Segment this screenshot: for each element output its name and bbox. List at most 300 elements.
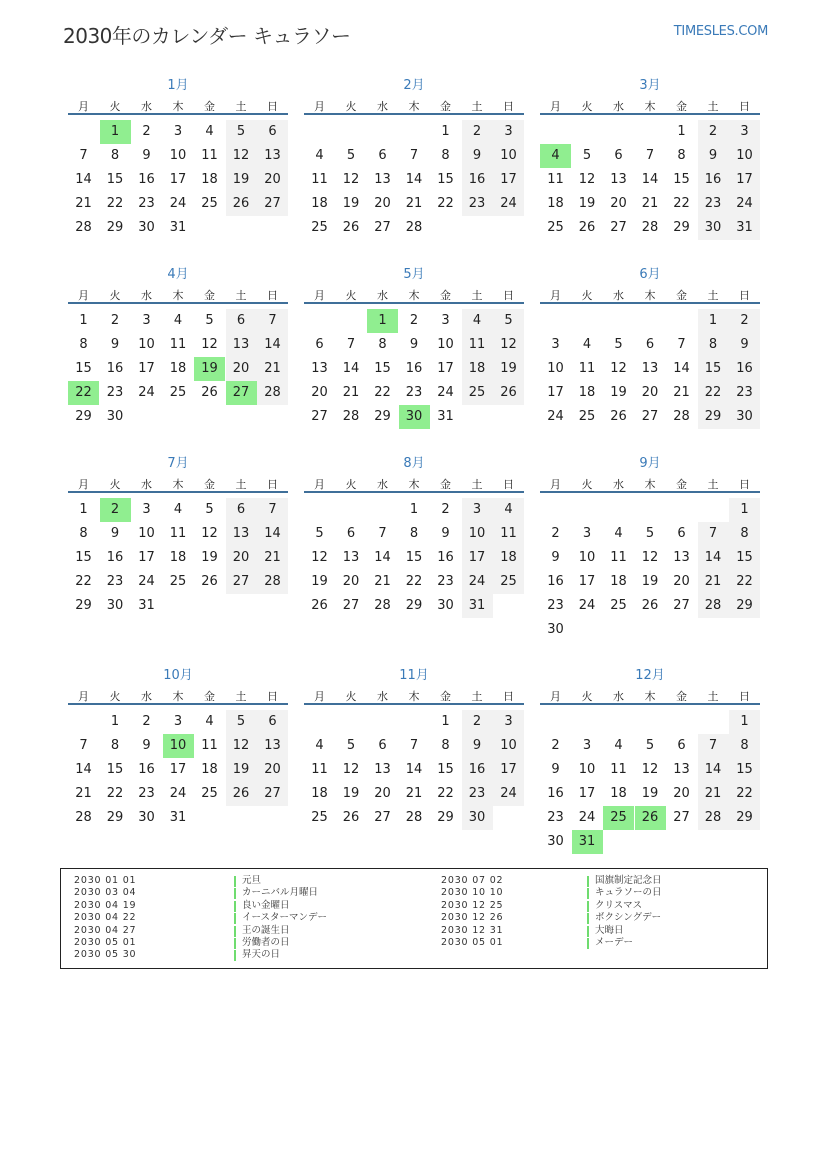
day-cell[interactable]: 19 bbox=[226, 168, 257, 192]
day-cell[interactable]: 10 bbox=[138, 526, 155, 541]
day-cell[interactable]: 26 bbox=[342, 220, 360, 235]
day-cell[interactable]: 20 bbox=[226, 357, 257, 381]
day-cell[interactable]: 24 bbox=[138, 385, 155, 400]
day-cell[interactable]: 11 bbox=[201, 738, 218, 753]
day-cell[interactable]: 20 bbox=[311, 385, 328, 400]
day-cell[interactable]: 19 bbox=[641, 574, 659, 589]
day-cell[interactable]: 3 bbox=[462, 498, 493, 522]
day-cell[interactable]: 16 bbox=[437, 550, 454, 565]
day-cell[interactable]: 18 bbox=[201, 762, 218, 777]
day-cell[interactable]: 16 bbox=[547, 786, 564, 801]
day-cell[interactable]: 26 bbox=[201, 385, 218, 400]
day-cell[interactable]: 15 bbox=[106, 762, 124, 777]
day-cell[interactable]: 17 bbox=[138, 550, 155, 565]
day-cell[interactable]: 21 bbox=[75, 786, 92, 801]
day-cell[interactable]: 24 bbox=[169, 786, 187, 801]
day-cell[interactable]: 31 bbox=[138, 598, 155, 613]
day-cell[interactable]: 15 bbox=[75, 361, 92, 376]
day-cell[interactable]: 9 bbox=[142, 148, 151, 163]
day-cell[interactable]: 16 bbox=[729, 357, 760, 381]
day-cell[interactable]: 24 bbox=[493, 192, 524, 216]
day-cell[interactable]: 29 bbox=[106, 810, 124, 825]
day-cell[interactable]: 27 bbox=[610, 220, 627, 235]
day-cell[interactable]: 13 bbox=[641, 361, 659, 376]
day-cell[interactable]: 28 bbox=[257, 570, 288, 594]
day-cell[interactable]: 9 bbox=[110, 526, 120, 541]
day-cell[interactable]: 20 bbox=[257, 758, 288, 782]
day-cell[interactable]: 22 bbox=[673, 196, 690, 211]
day-cell[interactable]: 12 bbox=[311, 550, 328, 565]
day-cell[interactable]: 6 bbox=[677, 526, 686, 541]
day-cell[interactable]: 28 bbox=[405, 220, 423, 235]
day-cell[interactable]: 25 bbox=[311, 220, 328, 235]
day-cell[interactable]: 6 bbox=[677, 738, 686, 753]
day-cell[interactable]: 27 bbox=[257, 782, 288, 806]
day-cell[interactable]: 1 bbox=[677, 124, 686, 139]
day-cell[interactable]: 3 bbox=[493, 710, 524, 734]
day-cell[interactable]: 23 bbox=[462, 782, 493, 806]
day-cell[interactable]: 2 bbox=[142, 124, 151, 139]
day-cell[interactable]: 2 bbox=[110, 313, 120, 328]
day-cell[interactable]: 15 bbox=[729, 758, 760, 782]
day-cell[interactable]: 25 bbox=[547, 220, 564, 235]
day-cell[interactable]: 4 bbox=[614, 738, 623, 753]
day-cell[interactable]: 9 bbox=[142, 738, 151, 753]
day-cell[interactable]: 17 bbox=[729, 168, 760, 192]
day-cell[interactable]: 21 bbox=[698, 570, 729, 594]
day-cell[interactable]: 27 bbox=[311, 409, 328, 424]
day-cell[interactable]: 8 bbox=[110, 148, 120, 163]
day-cell[interactable]: 20 bbox=[641, 385, 659, 400]
day-cell[interactable]: 19 bbox=[201, 550, 218, 565]
day-cell[interactable]: 24 bbox=[729, 192, 760, 216]
day-cell[interactable]: 22 bbox=[437, 786, 454, 801]
day-cell[interactable]: 14 bbox=[374, 550, 391, 565]
day-cell[interactable]: 5 bbox=[614, 337, 623, 352]
day-cell[interactable]: 15 bbox=[374, 361, 391, 376]
day-cell[interactable]: 29 bbox=[673, 220, 690, 235]
day-cell[interactable]: 20 bbox=[673, 786, 690, 801]
day-cell[interactable]: 30 bbox=[106, 598, 124, 613]
day-cell[interactable]: 22 bbox=[698, 381, 729, 405]
day-cell[interactable]: 21 bbox=[374, 574, 391, 589]
day-cell[interactable]: 14 bbox=[75, 172, 92, 187]
day-cell[interactable]: 29 bbox=[729, 594, 760, 618]
day-cell[interactable]: 22 bbox=[75, 574, 92, 589]
day-cell[interactable]: 22 bbox=[106, 196, 124, 211]
day-cell[interactable]: 19 bbox=[641, 786, 659, 801]
day-cell[interactable]: 21 bbox=[673, 385, 690, 400]
day-cell[interactable]: 13 bbox=[673, 762, 690, 777]
holiday-day-cell[interactable]: 1 bbox=[100, 120, 131, 144]
day-cell[interactable]: 19 bbox=[578, 196, 596, 211]
day-cell[interactable]: 10 bbox=[169, 148, 187, 163]
day-cell[interactable]: 14 bbox=[257, 333, 288, 357]
day-cell[interactable]: 8 bbox=[409, 526, 419, 541]
day-cell[interactable]: 4 bbox=[315, 148, 324, 163]
day-cell[interactable]: 23 bbox=[462, 192, 493, 216]
day-cell[interactable]: 7 bbox=[409, 738, 419, 753]
day-cell[interactable]: 2 bbox=[462, 710, 493, 734]
day-cell[interactable]: 25 bbox=[493, 570, 524, 594]
day-cell[interactable]: 5 bbox=[315, 526, 324, 541]
day-cell[interactable]: 7 bbox=[645, 148, 655, 163]
day-cell[interactable]: 26 bbox=[342, 810, 360, 825]
day-cell[interactable]: 26 bbox=[201, 574, 218, 589]
day-cell[interactable]: 6 bbox=[378, 148, 387, 163]
day-cell[interactable]: 26 bbox=[226, 782, 257, 806]
day-cell[interactable]: 31 bbox=[437, 409, 454, 424]
day-cell[interactable]: 26 bbox=[226, 192, 257, 216]
day-cell[interactable]: 17 bbox=[169, 762, 187, 777]
holiday-day-cell[interactable]: 27 bbox=[226, 381, 257, 405]
day-cell[interactable]: 6 bbox=[257, 710, 288, 734]
day-cell[interactable]: 20 bbox=[673, 574, 690, 589]
day-cell[interactable]: 25 bbox=[578, 409, 596, 424]
holiday-day-cell[interactable]: 10 bbox=[163, 734, 194, 758]
day-cell[interactable]: 12 bbox=[201, 526, 218, 541]
day-cell[interactable]: 28 bbox=[698, 806, 729, 830]
day-cell[interactable]: 26 bbox=[578, 220, 596, 235]
day-cell[interactable]: 5 bbox=[493, 309, 524, 333]
day-cell[interactable]: 1 bbox=[409, 502, 419, 517]
day-cell[interactable]: 18 bbox=[311, 786, 328, 801]
day-cell[interactable]: 7 bbox=[79, 148, 88, 163]
day-cell[interactable]: 24 bbox=[138, 574, 155, 589]
day-cell[interactable]: 4 bbox=[205, 124, 214, 139]
day-cell[interactable]: 1 bbox=[441, 124, 450, 139]
day-cell[interactable]: 18 bbox=[610, 786, 627, 801]
day-cell[interactable]: 20 bbox=[342, 574, 360, 589]
day-cell[interactable]: 12 bbox=[201, 337, 218, 352]
day-cell[interactable]: 18 bbox=[493, 546, 524, 570]
day-cell[interactable]: 27 bbox=[673, 810, 690, 825]
day-cell[interactable]: 8 bbox=[79, 337, 88, 352]
day-cell[interactable]: 28 bbox=[75, 810, 92, 825]
day-cell[interactable]: 1 bbox=[79, 313, 88, 328]
day-cell[interactable]: 12 bbox=[226, 144, 257, 168]
day-cell[interactable]: 6 bbox=[315, 337, 324, 352]
day-cell[interactable]: 16 bbox=[138, 762, 155, 777]
day-cell[interactable]: 10 bbox=[493, 734, 524, 758]
day-cell[interactable]: 13 bbox=[226, 333, 257, 357]
day-cell[interactable]: 19 bbox=[226, 758, 257, 782]
day-cell[interactable]: 11 bbox=[311, 172, 328, 187]
day-cell[interactable]: 2 bbox=[441, 502, 450, 517]
day-cell[interactable]: 29 bbox=[75, 598, 92, 613]
day-cell[interactable]: 7 bbox=[257, 309, 288, 333]
day-cell[interactable]: 4 bbox=[205, 714, 214, 729]
day-cell[interactable]: 4 bbox=[462, 309, 493, 333]
day-cell[interactable]: 21 bbox=[405, 196, 423, 211]
day-cell[interactable]: 4 bbox=[173, 313, 183, 328]
holiday-day-cell[interactable]: 22 bbox=[68, 381, 99, 405]
day-cell[interactable]: 11 bbox=[169, 337, 187, 352]
day-cell[interactable]: 6 bbox=[614, 148, 623, 163]
day-cell[interactable]: 9 bbox=[441, 526, 450, 541]
day-cell[interactable]: 12 bbox=[226, 734, 257, 758]
day-cell[interactable]: 30 bbox=[547, 622, 564, 637]
day-cell[interactable]: 16 bbox=[138, 172, 155, 187]
day-cell[interactable]: 4 bbox=[493, 498, 524, 522]
day-cell[interactable]: 17 bbox=[493, 758, 524, 782]
day-cell[interactable]: 11 bbox=[311, 762, 328, 777]
day-cell[interactable]: 1 bbox=[698, 309, 729, 333]
day-cell[interactable]: 18 bbox=[610, 574, 627, 589]
day-cell[interactable]: 5 bbox=[346, 738, 356, 753]
day-cell[interactable]: 26 bbox=[610, 409, 627, 424]
day-cell[interactable]: 3 bbox=[582, 526, 592, 541]
day-cell[interactable]: 6 bbox=[645, 337, 655, 352]
day-cell[interactable]: 14 bbox=[673, 361, 690, 376]
day-cell[interactable]: 13 bbox=[374, 762, 391, 777]
day-cell[interactable]: 23 bbox=[106, 574, 124, 589]
day-cell[interactable]: 27 bbox=[226, 570, 257, 594]
day-cell[interactable]: 20 bbox=[226, 546, 257, 570]
day-cell[interactable]: 18 bbox=[311, 196, 328, 211]
day-cell[interactable]: 13 bbox=[257, 144, 288, 168]
holiday-day-cell[interactable]: 31 bbox=[572, 830, 603, 854]
day-cell[interactable]: 23 bbox=[729, 381, 760, 405]
day-cell[interactable]: 4 bbox=[173, 502, 183, 517]
day-cell[interactable]: 30 bbox=[698, 216, 729, 240]
day-cell[interactable]: 11 bbox=[547, 172, 564, 187]
day-cell[interactable]: 22 bbox=[405, 574, 423, 589]
day-cell[interactable]: 23 bbox=[547, 810, 564, 825]
day-cell[interactable]: 21 bbox=[257, 357, 288, 381]
day-cell[interactable]: 2 bbox=[551, 738, 560, 753]
day-cell[interactable]: 3 bbox=[173, 714, 183, 729]
day-cell[interactable]: 10 bbox=[138, 337, 155, 352]
day-cell[interactable]: 22 bbox=[729, 570, 760, 594]
site-logo[interactable]: TIMESLES.COM bbox=[673, 24, 768, 39]
day-cell[interactable]: 13 bbox=[257, 734, 288, 758]
day-cell[interactable]: 23 bbox=[547, 598, 564, 613]
day-cell[interactable]: 16 bbox=[698, 168, 729, 192]
day-cell[interactable]: 29 bbox=[106, 220, 124, 235]
day-cell[interactable]: 17 bbox=[437, 361, 454, 376]
day-cell[interactable]: 2 bbox=[698, 120, 729, 144]
day-cell[interactable]: 21 bbox=[641, 196, 659, 211]
day-cell[interactable]: 9 bbox=[551, 550, 560, 565]
day-cell[interactable]: 30 bbox=[729, 405, 760, 429]
day-cell[interactable]: 11 bbox=[610, 550, 627, 565]
day-cell[interactable]: 21 bbox=[698, 782, 729, 806]
day-cell[interactable]: 9 bbox=[462, 734, 493, 758]
day-cell[interactable]: 12 bbox=[578, 172, 596, 187]
day-cell[interactable]: 13 bbox=[374, 172, 391, 187]
day-cell[interactable]: 29 bbox=[729, 806, 760, 830]
day-cell[interactable]: 27 bbox=[673, 598, 690, 613]
holiday-day-cell[interactable]: 4 bbox=[540, 144, 571, 168]
day-cell[interactable]: 3 bbox=[142, 502, 151, 517]
day-cell[interactable]: 12 bbox=[342, 762, 360, 777]
day-cell[interactable]: 27 bbox=[374, 220, 391, 235]
day-cell[interactable]: 15 bbox=[698, 357, 729, 381]
day-cell[interactable]: 15 bbox=[405, 550, 423, 565]
day-cell[interactable]: 1 bbox=[729, 710, 760, 734]
day-cell[interactable]: 29 bbox=[698, 405, 729, 429]
day-cell[interactable]: 14 bbox=[75, 762, 92, 777]
day-cell[interactable]: 24 bbox=[462, 570, 493, 594]
day-cell[interactable]: 16 bbox=[462, 758, 493, 782]
day-cell[interactable]: 2 bbox=[551, 526, 560, 541]
day-cell[interactable]: 3 bbox=[729, 120, 760, 144]
day-cell[interactable]: 4 bbox=[315, 738, 324, 753]
day-cell[interactable]: 16 bbox=[462, 168, 493, 192]
day-cell[interactable]: 15 bbox=[437, 172, 454, 187]
day-cell[interactable]: 28 bbox=[342, 409, 360, 424]
day-cell[interactable]: 21 bbox=[342, 385, 360, 400]
day-cell[interactable]: 7 bbox=[677, 337, 686, 352]
day-cell[interactable]: 9 bbox=[698, 144, 729, 168]
day-cell[interactable]: 5 bbox=[205, 313, 214, 328]
day-cell[interactable]: 29 bbox=[75, 409, 92, 424]
day-cell[interactable]: 23 bbox=[698, 192, 729, 216]
day-cell[interactable]: 7 bbox=[346, 337, 356, 352]
day-cell[interactable]: 8 bbox=[698, 333, 729, 357]
day-cell[interactable]: 19 bbox=[610, 385, 627, 400]
day-cell[interactable]: 17 bbox=[138, 361, 155, 376]
day-cell[interactable]: 5 bbox=[645, 738, 655, 753]
day-cell[interactable]: 15 bbox=[437, 762, 454, 777]
day-cell[interactable]: 17 bbox=[493, 168, 524, 192]
day-cell[interactable]: 5 bbox=[582, 148, 592, 163]
day-cell[interactable]: 20 bbox=[610, 196, 627, 211]
day-cell[interactable]: 3 bbox=[493, 120, 524, 144]
day-cell[interactable]: 18 bbox=[462, 357, 493, 381]
day-cell[interactable]: 22 bbox=[437, 196, 454, 211]
day-cell[interactable]: 17 bbox=[547, 385, 564, 400]
day-cell[interactable]: 11 bbox=[201, 148, 218, 163]
day-cell[interactable]: 12 bbox=[493, 333, 524, 357]
day-cell[interactable]: 25 bbox=[311, 810, 328, 825]
day-cell[interactable]: 30 bbox=[138, 220, 155, 235]
day-cell[interactable]: 19 bbox=[342, 196, 360, 211]
day-cell[interactable]: 22 bbox=[106, 786, 124, 801]
holiday-day-cell[interactable]: 25 bbox=[603, 806, 634, 830]
day-cell[interactable]: 18 bbox=[547, 196, 564, 211]
day-cell[interactable]: 15 bbox=[729, 546, 760, 570]
day-cell[interactable]: 2 bbox=[462, 120, 493, 144]
day-cell[interactable]: 30 bbox=[547, 834, 564, 849]
day-cell[interactable]: 17 bbox=[169, 172, 187, 187]
day-cell[interactable]: 8 bbox=[677, 148, 686, 163]
day-cell[interactable]: 6 bbox=[226, 309, 257, 333]
day-cell[interactable]: 5 bbox=[226, 120, 257, 144]
day-cell[interactable]: 13 bbox=[673, 550, 690, 565]
day-cell[interactable]: 7 bbox=[698, 522, 729, 546]
day-cell[interactable]: 7 bbox=[79, 738, 88, 753]
day-cell[interactable]: 30 bbox=[462, 806, 493, 830]
day-cell[interactable]: 5 bbox=[205, 502, 214, 517]
day-cell[interactable]: 23 bbox=[138, 196, 155, 211]
day-cell[interactable]: 26 bbox=[641, 598, 659, 613]
day-cell[interactable]: 11 bbox=[610, 762, 627, 777]
day-cell[interactable]: 12 bbox=[641, 550, 659, 565]
day-cell[interactable]: 27 bbox=[342, 598, 360, 613]
day-cell[interactable]: 8 bbox=[441, 148, 450, 163]
day-cell[interactable]: 26 bbox=[493, 381, 524, 405]
day-cell[interactable]: 9 bbox=[110, 337, 120, 352]
day-cell[interactable]: 24 bbox=[493, 782, 524, 806]
day-cell[interactable]: 24 bbox=[547, 409, 564, 424]
day-cell[interactable]: 23 bbox=[437, 574, 454, 589]
day-cell[interactable]: 8 bbox=[378, 337, 387, 352]
day-cell[interactable]: 14 bbox=[641, 172, 659, 187]
day-cell[interactable]: 5 bbox=[645, 526, 655, 541]
day-cell[interactable]: 7 bbox=[257, 498, 288, 522]
day-cell[interactable]: 4 bbox=[614, 526, 623, 541]
day-cell[interactable]: 22 bbox=[729, 782, 760, 806]
day-cell[interactable]: 13 bbox=[342, 550, 360, 565]
day-cell[interactable]: 1 bbox=[79, 502, 88, 517]
day-cell[interactable]: 29 bbox=[374, 409, 391, 424]
day-cell[interactable]: 31 bbox=[169, 220, 187, 235]
day-cell[interactable]: 31 bbox=[169, 810, 187, 825]
day-cell[interactable]: 28 bbox=[673, 409, 690, 424]
day-cell[interactable]: 14 bbox=[698, 758, 729, 782]
day-cell[interactable]: 12 bbox=[610, 361, 627, 376]
day-cell[interactable]: 29 bbox=[437, 810, 454, 825]
day-cell[interactable]: 25 bbox=[610, 598, 627, 613]
day-cell[interactable]: 1 bbox=[110, 714, 120, 729]
day-cell[interactable]: 10 bbox=[437, 337, 454, 352]
day-cell[interactable]: 1 bbox=[441, 714, 450, 729]
day-cell[interactable]: 23 bbox=[405, 385, 423, 400]
day-cell[interactable]: 10 bbox=[578, 762, 596, 777]
day-cell[interactable]: 13 bbox=[226, 522, 257, 546]
day-cell[interactable]: 21 bbox=[405, 786, 423, 801]
day-cell[interactable]: 5 bbox=[346, 148, 356, 163]
day-cell[interactable]: 13 bbox=[311, 361, 328, 376]
day-cell[interactable]: 9 bbox=[462, 144, 493, 168]
day-cell[interactable]: 20 bbox=[374, 786, 391, 801]
day-cell[interactable]: 24 bbox=[437, 385, 454, 400]
day-cell[interactable]: 27 bbox=[374, 810, 391, 825]
day-cell[interactable]: 14 bbox=[342, 361, 360, 376]
day-cell[interactable]: 1 bbox=[729, 498, 760, 522]
day-cell[interactable]: 27 bbox=[257, 192, 288, 216]
day-cell[interactable]: 11 bbox=[462, 333, 493, 357]
day-cell[interactable]: 17 bbox=[462, 546, 493, 570]
day-cell[interactable]: 19 bbox=[311, 574, 328, 589]
day-cell[interactable]: 7 bbox=[409, 148, 419, 163]
day-cell[interactable]: 6 bbox=[226, 498, 257, 522]
day-cell[interactable]: 25 bbox=[201, 786, 218, 801]
day-cell[interactable]: 8 bbox=[441, 738, 450, 753]
day-cell[interactable]: 20 bbox=[257, 168, 288, 192]
day-cell[interactable]: 28 bbox=[374, 598, 391, 613]
day-cell[interactable]: 2 bbox=[142, 714, 151, 729]
day-cell[interactable]: 11 bbox=[493, 522, 524, 546]
day-cell[interactable]: 10 bbox=[462, 522, 493, 546]
day-cell[interactable]: 18 bbox=[169, 550, 187, 565]
day-cell[interactable]: 24 bbox=[169, 196, 187, 211]
day-cell[interactable]: 14 bbox=[257, 522, 288, 546]
day-cell[interactable]: 9 bbox=[409, 337, 419, 352]
day-cell[interactable]: 10 bbox=[547, 361, 564, 376]
day-cell[interactable]: 5 bbox=[226, 710, 257, 734]
day-cell[interactable]: 28 bbox=[698, 594, 729, 618]
day-cell[interactable]: 23 bbox=[138, 786, 155, 801]
day-cell[interactable]: 19 bbox=[493, 357, 524, 381]
day-cell[interactable]: 3 bbox=[142, 313, 151, 328]
day-cell[interactable]: 11 bbox=[578, 361, 596, 376]
day-cell[interactable]: 8 bbox=[729, 522, 760, 546]
day-cell[interactable]: 4 bbox=[582, 337, 592, 352]
day-cell[interactable]: 14 bbox=[698, 546, 729, 570]
